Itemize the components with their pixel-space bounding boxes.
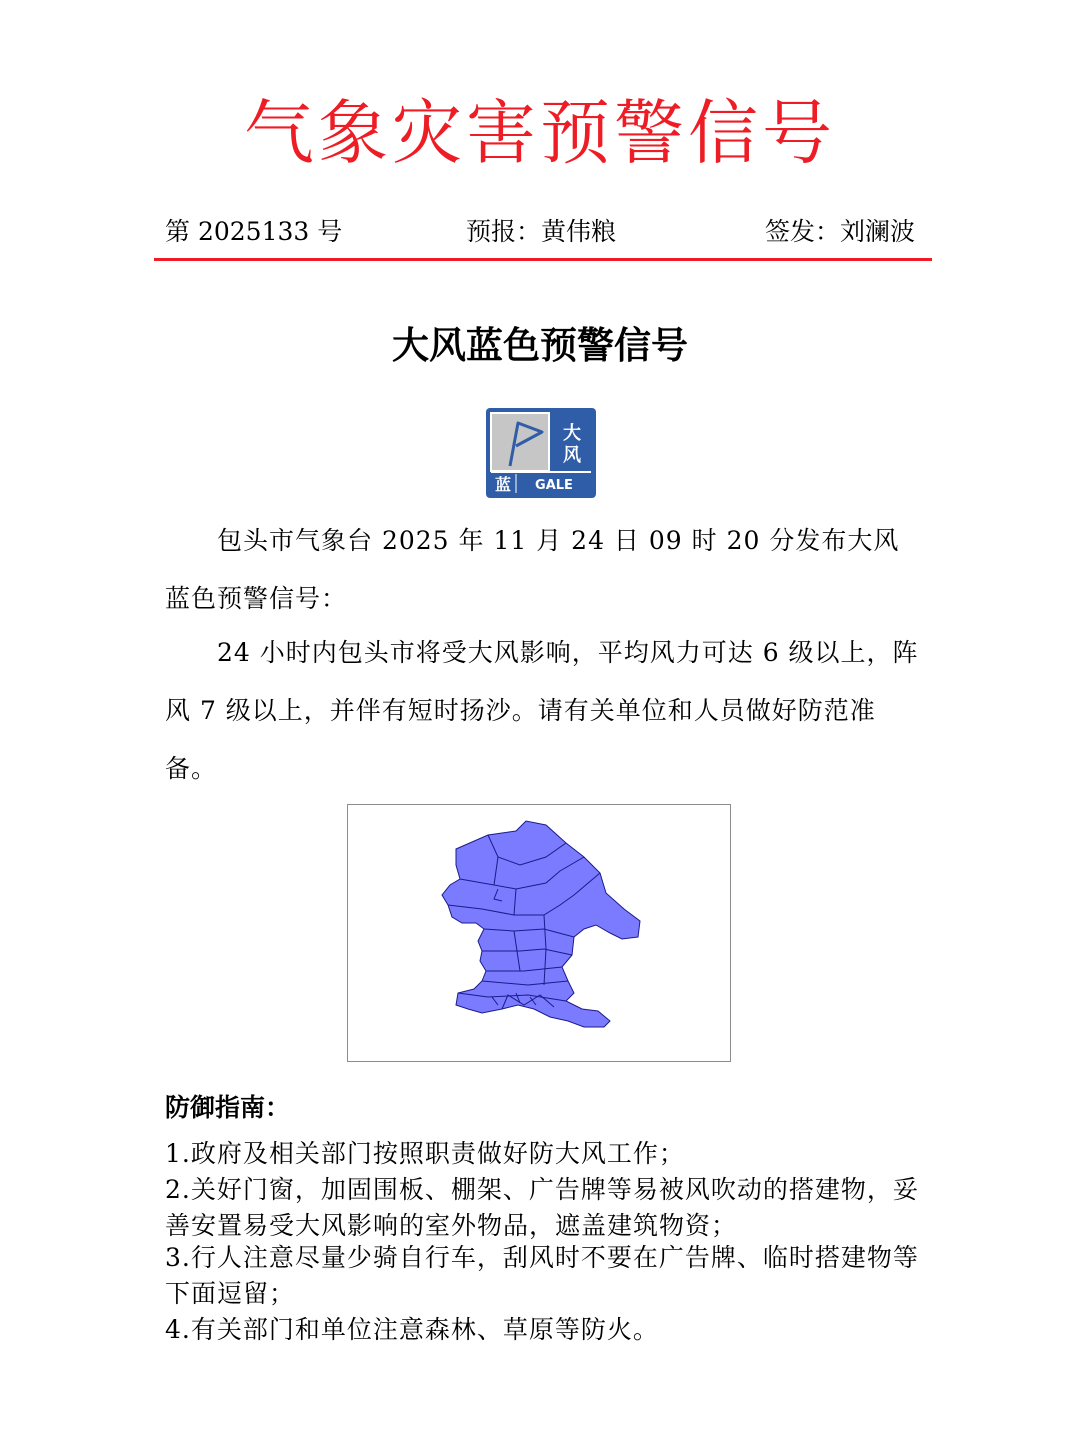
document-number: 第 2025133 号	[165, 217, 343, 246]
gale-blue-warning-icon	[486, 408, 596, 498]
guide-item-1: 1.政府及相关部门按照职责做好防大风工作；	[165, 1139, 685, 1168]
issuer-label: 签发：刘澜波	[765, 217, 916, 246]
signal-color-label: 蓝	[494, 475, 512, 494]
guide-item-3: 3.行人注意尽量少骑自行车，刮风时不要在广告牌、临时搭建物等下面逗留；	[165, 1243, 919, 1308]
paragraph-issuance: 包头市气象台 2025 年 11 月 24 日 09 时 20 分发布大风蓝色预警信号：	[165, 526, 900, 613]
document-title: 气象灾害预警信号	[244, 92, 836, 174]
guide-item-4: 4.有关部门和单位注意森林、草原等防火。	[165, 1315, 659, 1344]
signal-text-top: 大	[563, 423, 581, 444]
guide-item-2: 2.关好门窗，加固围板、棚架、广告牌等易被风吹动的搭建物，妥善安置易受大风影响的室外物品，遮盖建筑物资；	[165, 1175, 919, 1240]
defense-guide-heading: 防御指南：	[165, 1093, 291, 1122]
warning-title: 大风蓝色预警信号	[392, 324, 688, 367]
signal-text-bottom: 风	[563, 445, 581, 466]
forecaster-label: 预报：黄伟粮	[466, 217, 617, 246]
warning-area-map	[347, 804, 731, 1062]
paragraph-forecast: 24 小时内包头市将受大风影响，平均风力可达 6 级以上，阵风 7 级以上，并伴有短时扬沙。请有关单位和人员做好防范准备。	[165, 638, 919, 783]
signal-text-en: GALE	[535, 478, 573, 493]
header-divider	[154, 258, 932, 261]
